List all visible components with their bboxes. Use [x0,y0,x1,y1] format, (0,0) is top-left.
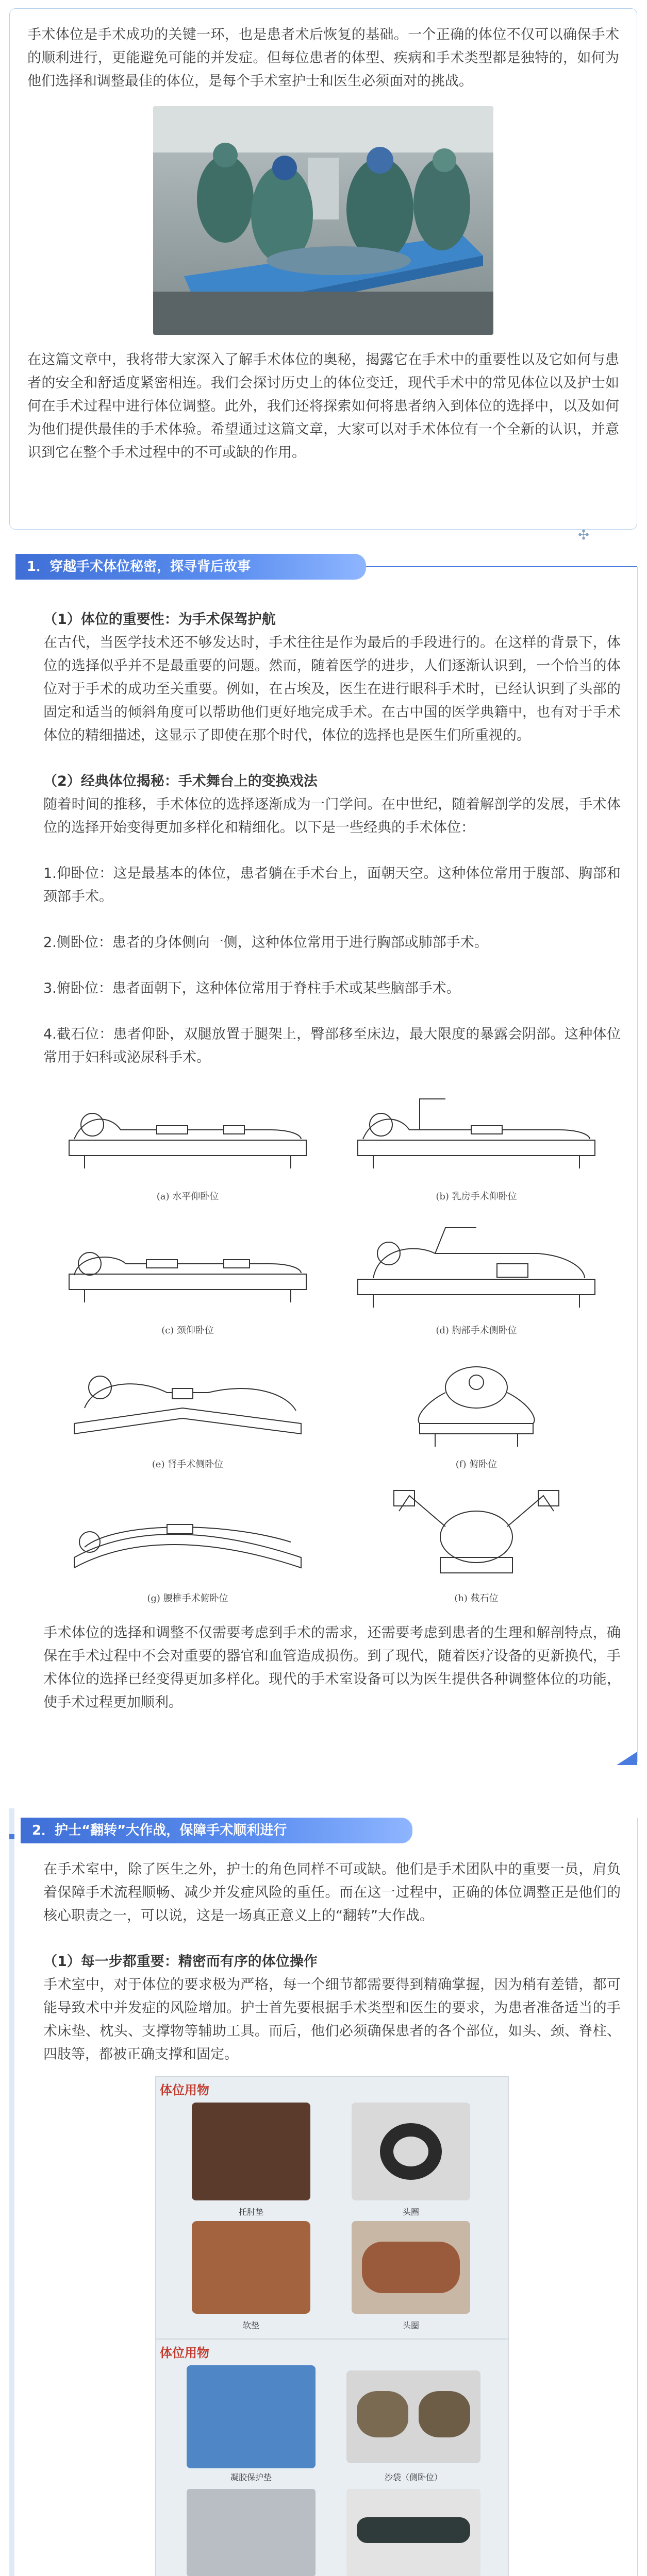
section-2-paragraph-2: 手术室中，对于体位的要求极为严格，每一个细节都需要得到精确掌握，因为稍有差错，都可能导致术中并发症的风险增加。护士首先要根据手术类型和医生的要求，为患者准备适当的手术床垫、枕头、支撑物等辅助工具。而后，他们必须确保患者的各个部位，如头、颈、脊柱、四肢等，都被正确支撑和固定。 [43,1977,621,2062]
section-1-header [15,554,366,580]
figure-caption-b: (b) 乳房手术仰卧位 [436,1191,517,1202]
section-1-body [21,587,637,1762]
supplies-label-2: 头圈 [402,2207,419,2217]
section-1-corner [617,1752,637,1765]
sandbag-image-1 [357,2391,408,2437]
intro-card [9,8,637,530]
section-2-right-border [637,1818,638,2576]
figure-cell-c [54,1212,322,1338]
section-2-paragraph-1: 在手术室中，除了医生之外，护士的角色同样不可或缺。他们是手术团队中的重要一员，肩负着保障手术流程顺畅、减少并发症风险的重任。而在这一过程中，正确的体位调整正是他们的核心职责之一，可以说，这是一场真正意义上的“翻转”大作战。 [43,1861,621,1924]
section-1-paragraph-3: 手术体位的选择和调整不仅需要考虑到手术的需求，还需要考虑到患者的生理和解剖特点，确保在手术过程中不会对重要的器官和血管造成损伤。到了现代，随着医疗设备的更新换代，手术体位的选择已经变得更加多样化。现代的手术室设备可以为医生提供各种调整体位的功能，使手术过程更加顺利。 [43,1625,621,1710]
position-list-item-1: 1.仰卧位：这是最基本的体位，患者躺在手术台上，面朝天空。这种体位常用于腹部、胸部和颈部手术。 [43,866,621,905]
section-2-body [21,1850,637,2576]
figure-caption-a: (a) 水平仰卧位 [156,1191,219,1202]
section-1-subheading-1: （1）体位的重要性：为手术保驾护航 [43,612,276,628]
position-list-item-3: 3.俯卧位：患者面朝下，这种体位常用于脊柱手术或某些脑部手术。 [43,980,460,996]
section-1-paragraph-1: 在古代，当医学技术还不够发达时，手术往往是作为最后的手段进行的。在这样的背景下，体位的选择似乎并不是最重要的问题。然而，随着医学的进步，人们逐渐认识到，一个恰当的体位对于手术的成功至关重要。例如，在古埃及，医生在进行眼科手术时，已经认识到了头部的固定和适当的倾斜角度可以帮助他们更好地完成手术。在古中国的医学典籍中，也有对于手术体位的精细描述，这显示了即使在那个时代，体位的选择也是医生们所重视的。 [43,635,621,743]
section-1-title: 1．穿越手术体位秘密，探寻背后故事 [27,559,251,574]
head-ring-2-image [362,2242,460,2293]
surgery-team-photo [153,106,493,335]
figure-caption-d: (d) 胸部手术侧卧位 [436,1325,517,1336]
supplies-label-3: 软垫 [242,2320,259,2330]
supplies-label-6: 沙袋（侧卧位） [384,2472,442,2482]
intro-paragraph-1: 手术体位是手术成功的关键一环，也是患者术后恢复的基础。一个正确的体位不仅可以确保手术的顺利进行，更能避免可能的并发症。但每位患者的体型、疾病和手术类型都是独特的，如何为他们选择和调整最佳的体位，是每个手术室护士和医生必须面对的挑战。 [27,27,619,89]
figure-cell-d [342,1212,610,1338]
soft-pad-image [192,2221,310,2314]
section-2-header [21,1818,412,1843]
figure-caption-c: (c) 颈仰卧位 [161,1325,214,1336]
figure-cell-h [342,1480,610,1606]
figure-caption-g: (g) 腰椎手术俯卧位 [147,1593,228,1604]
section-1-paragraph-2: 随着时间的推移，手术体位的选择逐渐成为一门学问。在中世纪，随着解剖学的发展，手术体位的选择开始变得更加多样化和精细化。以下是一些经典的手术体位： [43,796,621,836]
plus-icon[interactable]: ✣ [578,528,589,543]
supplies-tag-top: 体位用物 [160,2083,209,2097]
section-2-rail-marker [9,1834,14,1839]
surgical-positions-figure [54,1078,610,1614]
section-1-right-border [637,567,638,1762]
restraint-strap-image [357,2517,470,2543]
section-1-subheading-2: （2）经典体位揭秘：手术舞台上的变换戏法 [43,773,318,789]
section-2-subheading-1: （1）每一步都重要：精密而有序的体位操作 [43,1954,318,1970]
figure-caption-e: (e) 肾手术侧卧位 [152,1459,224,1470]
supplies-panel-bottom [155,2339,509,2576]
supplies-tag-bottom: 体位用物 [160,2346,209,2360]
figure-cell-b [342,1078,610,1205]
intro-paragraph-2: 在这篇文章中，我将带大家深入了解手术体位的奥秘，揭露它在手术中的重要性以及它如何与患者的安全和舒适度紧密相连。我们会探讨历史上的体位变迁，现代手术中的常见体位以及护士如何在手术过程中进行体位调整。此外，我们还将探索如何将患者纳入到体位的选择中，以及如何为他们提供最佳的手术体验。希望通过这篇文章，大家可以对手术体位有一个全新的认识，并意识到它在整个手术过程中的不可或缺的作用。 [27,352,619,461]
gel-protection-pad-image [187,2365,316,2468]
section-2-left-rail [9,1808,14,2576]
supplies-label-1: 托肘垫 [238,2207,263,2217]
supplies-panel-top [155,2076,509,2339]
supplies-label-5: 凝胶保护垫 [230,2472,272,2482]
figure-cell-e [54,1346,322,1472]
arm-board-image [187,2489,316,2576]
supplies-label-4: 头圈 [402,2320,419,2330]
figure-caption-h: (h) 截石位 [454,1593,499,1604]
figure-cell-a [54,1078,322,1205]
section-1-rule [366,566,637,567]
figure-caption-f: (f) 俯卧位 [455,1459,497,1470]
position-list-item-2: 2.侧卧位：患者的身体侧向一侧，这种体位常用于进行胸部或肺部手术。 [43,935,488,951]
sandbag-image-2 [419,2391,470,2437]
section-2-title: 2．护士“翻转”大作战，保障手术顺利进行 [32,1823,287,1838]
figure-cell-g [54,1480,322,1606]
figure-cell-f [342,1346,610,1472]
position-list-item-4: 4.截石位：患者仰卧，双腿放置于腿架上，臀部移至床边，最大限度的暴露会阴部。这种体位常用于妇科或泌尿科手术。 [43,1026,621,1065]
elbow-pad-image [192,2103,310,2200]
head-ring-image [380,2123,442,2180]
positioning-supplies-photo [155,2076,509,2576]
